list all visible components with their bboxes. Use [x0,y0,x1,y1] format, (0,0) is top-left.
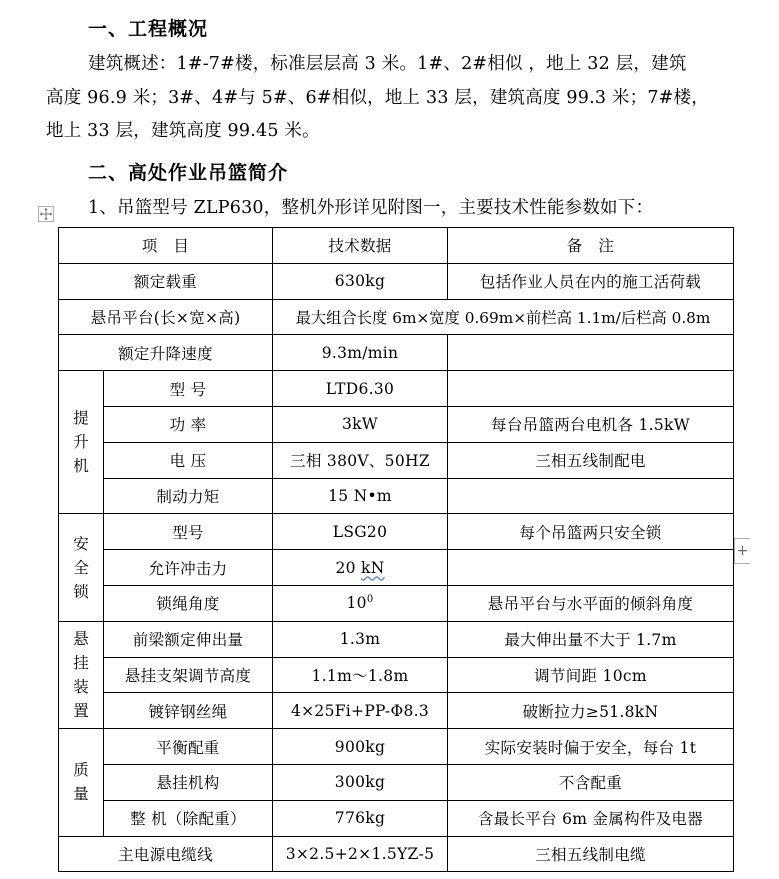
row-item: 制动力矩 [104,478,273,514]
table-header-row [59,228,734,264]
spec-table [58,227,734,872]
table-row [59,478,734,514]
row-tech: 900kg [273,729,448,765]
row-remark: 最大伸出量不大于 1.7m [448,621,734,657]
row-remark: 破断拉力≥51.8kN [448,693,734,729]
section-1-heading: 一、工程概况 [88,18,209,40]
row-remark: 悬吊平台与水平面的倾斜角度 [448,585,734,621]
table-row [59,371,734,407]
row-item: 功 率 [104,406,273,442]
table-row [59,550,734,586]
group-label-text: 提升机 [73,409,89,476]
row-tech: 4×25Fi+PP-Φ8.3 [273,693,448,729]
row-item: 允许冲击力 [104,550,273,586]
row-tech: 1.3m [273,621,448,657]
move-handle-icon[interactable] [38,206,54,222]
row-remark: 实际安装时偏于安全，每台 1t [448,729,734,765]
row-item: 主电源电缆线 [59,836,273,872]
row-tech: 9.3m/min [273,335,448,371]
row-tech [273,550,448,586]
row-remark: 调节间距 10cm [448,657,734,693]
row-tech: 1.1m～1.8m [273,657,448,693]
group-label-mass [59,729,104,836]
row-tech: 630kg [273,263,448,299]
group-label-suspension [59,621,104,728]
group-label-safety-lock [59,514,104,621]
header-remark: 备 注 [448,228,734,264]
row-item: 前梁额定伸出量 [104,621,273,657]
paragraph-line-1: 建筑概述：1#-7#楼，标准层层高 3 米。1#、2#相似 ，地上 32 层，建筑 [88,54,687,74]
group-label-hoist [59,371,104,514]
row-item: 悬吊平台(长×宽×高) [59,299,273,335]
table-row [59,299,734,335]
group-label-text: 安全锁 [73,534,89,601]
table-row [59,764,734,800]
group-label-text: 质量 [73,761,89,804]
row-remark: 包括作业人员在内的施工活荷载 [448,263,734,299]
tech-unit: kN [361,558,385,577]
header-tech: 技术数据 [273,228,448,264]
row-tech: LTD6.30 [273,371,448,407]
table-row [59,406,734,442]
row-tech: 3kW [273,406,448,442]
row-item: 额定升降速度 [59,335,273,371]
row-item: 镀锌钢丝绳 [104,693,273,729]
row-tech-remark-merged: 最大组合长度 6m×宽度 0.69m×前栏高 1.1m/后栏高 0.8m [273,299,734,335]
row-remark [448,371,734,407]
table-row [59,657,734,693]
table-row [59,585,734,621]
tech-value: 10 [346,594,367,613]
row-item: 平衡配重 [104,729,273,765]
add-column-icon[interactable]: + [734,538,750,564]
table-row [59,514,734,550]
table-row [59,442,734,478]
degree-mark: 0 [366,594,374,606]
row-remark: 每台吊篮两台电机各 1.5kW [448,406,734,442]
row-item: 型号 [104,514,273,550]
row-item: 额定载重 [59,263,273,299]
table-row [59,729,734,765]
row-tech: 300kg [273,764,448,800]
row-tech [273,585,448,621]
section-2-heading: 二、高处作业吊篮简介 [88,162,289,184]
table-row [59,335,734,371]
row-remark: 三相五线制电缆 [448,836,734,872]
row-tech: 776kg [273,800,448,836]
row-remark [448,335,734,371]
row-remark: 三相五线制配电 [448,442,734,478]
row-item: 型 号 [104,371,273,407]
row-remark: 每个吊篮两只安全锁 [448,514,734,550]
row-item: 悬挂机构 [104,764,273,800]
row-remark: 含最长平台 6m 金属构件及电器 [448,800,734,836]
row-item: 整 机（除配重） [104,800,273,836]
row-tech: 3×2.5+2×1.5YZ-5 [273,836,448,872]
row-remark [448,478,734,514]
paragraph-line-2: 高度 96.9 米；3#、4#与 5#、6#相似，地上 33 层，建筑高度 99.3 米；7#楼， [46,88,709,108]
section-2-intro: 1、吊篮型号 ZLP630，整机外形详见附图一，主要技术性能参数如下： [88,198,654,218]
table-row [59,263,734,299]
tech-value: 20 [335,558,361,577]
row-remark [448,550,734,586]
row-tech: 15 N•m [273,478,448,514]
row-remark: 不含配重 [448,764,734,800]
row-tech: LSG20 [273,514,448,550]
header-item: 项 目 [59,228,273,264]
paragraph-line-3: 地上 33 层，建筑高度 99.45 米。 [46,121,320,141]
row-item: 锁绳角度 [104,585,273,621]
row-item: 悬挂支架调节高度 [104,657,273,693]
table-row [59,693,734,729]
table-row [59,800,734,836]
row-item: 电 压 [104,442,273,478]
group-label-text: 悬挂装置 [73,629,89,720]
table-row [59,621,734,657]
row-tech: 三相 380V、50HZ [273,442,448,478]
table-row [59,836,734,872]
